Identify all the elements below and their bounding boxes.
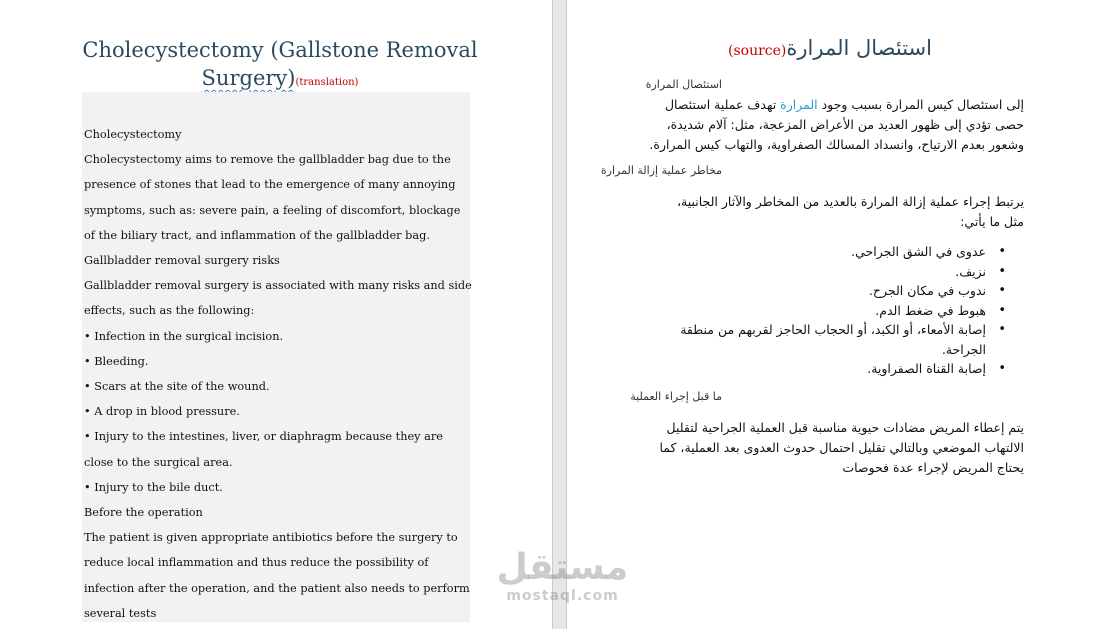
ar-subheading-1: استئصال المرارة bbox=[645, 78, 722, 91]
page-edge-right bbox=[566, 0, 567, 629]
ar-before-line3: يحتاج المريض لإجراء عدة فحوصات bbox=[842, 460, 1024, 475]
ar-list-item: • هبوط في ضغط الدم. bbox=[656, 301, 986, 321]
en-paragraph-before: The patient is given appropriate antibiotics before the surgery to reduce local inflammation and thus reduce the possibility of infection after the operation, and the patient also needs to perform several tests bbox=[84, 531, 470, 620]
ar-risks-line1: يرتبط إجراء عملية إزالة المرارة بالعديد من المخاطر والآثار الجانبية، bbox=[676, 194, 1024, 209]
ar-list-item: • نزيف. bbox=[656, 262, 986, 282]
arabic-title-text: استئصال المرارة bbox=[786, 36, 932, 60]
ar-before-line1: يتم إعطاء المريض مضادات حيوية مناسبة قبل العملية الجراحية لتقليل bbox=[666, 420, 1024, 435]
ar-intro-line2: حصى تؤدي إلى ظهور العديد من الأعراض المزعجة، مثل: آلام شديدة، bbox=[666, 117, 1024, 132]
english-title-line2: Surgery) bbox=[201, 66, 296, 90]
ar-list-item: • إصابة الأمعاء، أو الكبد، أو الحجاب الحاجز لقربهم من منطقة الجراحة. bbox=[656, 320, 986, 359]
en-paragraph-intro: Cholecystectomy aims to remove the gallbladder bag due to the presence of stones that lead to the emergence of many annoying symptoms, such as: severe pain, a feeling of discomfort, blockage of the biliary tract, and inflammation of the gallbladder bag. bbox=[84, 153, 461, 242]
ar-subheading-3: ما قبل إجراء العملية bbox=[630, 390, 722, 403]
ar-list-item: • إصابة القناة الصفراوية. bbox=[656, 359, 986, 379]
page-edge-left bbox=[552, 0, 553, 629]
mostaql-watermark bbox=[490, 548, 635, 604]
english-title bbox=[80, 36, 480, 97]
watermark-arabic: مستقل bbox=[496, 547, 629, 588]
en-heading-before: Before the operation bbox=[84, 506, 203, 520]
ar-risk-list bbox=[656, 242, 1006, 379]
ar-subheading-2: مخاطر عملية إزالة المرارة bbox=[600, 164, 722, 177]
ar-highlight-word: المرارة bbox=[780, 97, 818, 112]
ar-intro-line3: وشعور بعدم الارتياح، وانسداد المسالك الصفراوية، والتهاب كيس المرارة. bbox=[649, 137, 1024, 152]
source-tag: (source) bbox=[728, 43, 787, 59]
en-bullet-item: • Bleeding. bbox=[84, 354, 149, 368]
en-heading-cholecystectomy: Cholecystectomy bbox=[84, 128, 182, 141]
ar-intro-line1 bbox=[624, 95, 1024, 115]
en-bullet-item: • Infection in the surgical incision. bbox=[84, 329, 284, 343]
ar-paragraph-intro bbox=[624, 95, 1024, 155]
en-paragraph-risks: Gallbladder removal surgery is associated with many risks and side effects, such as the following: bbox=[84, 279, 472, 318]
ar-intro-line1-start: إلى استئصال كيس المرارة بسبب وجود bbox=[817, 97, 1024, 112]
ar-list-item: • ندوب في مكان الجرح. bbox=[656, 281, 986, 301]
english-body bbox=[84, 122, 474, 626]
watermark-latin: mostaql.com bbox=[506, 588, 619, 604]
ar-list-item: • عدوى في الشق الجراحي. bbox=[656, 242, 986, 262]
arabic-title bbox=[700, 34, 960, 65]
en-heading-risks: Gallbladder removal surgery risks bbox=[84, 254, 280, 268]
english-title-line1: Cholecystectomy (Gallstone Removal bbox=[82, 38, 478, 62]
ar-risks-line2: مثل ما يأتي: bbox=[960, 214, 1024, 229]
en-bullet-item: • A drop in blood pressure. bbox=[84, 405, 240, 419]
ar-paragraph-risks bbox=[624, 192, 1024, 232]
en-bullet-item: • Scars at the site of the wound. bbox=[84, 380, 270, 394]
en-bullet-item: • Injury to the bile duct. bbox=[84, 480, 223, 494]
ar-intro-line1-end: تهدف عملية استئصال bbox=[664, 97, 781, 112]
ar-paragraph-before bbox=[624, 418, 1024, 478]
en-bullet-item: • Injury to the intestines, liver, or diaphragm because they are close to the surgical area. bbox=[84, 430, 443, 469]
translation-tag: (translation) bbox=[295, 77, 359, 88]
ar-before-line2: الالتهاب الموضعي وبالتالي تقليل احتمال حدوث العدوى بعد العملية، كما bbox=[659, 440, 1024, 455]
